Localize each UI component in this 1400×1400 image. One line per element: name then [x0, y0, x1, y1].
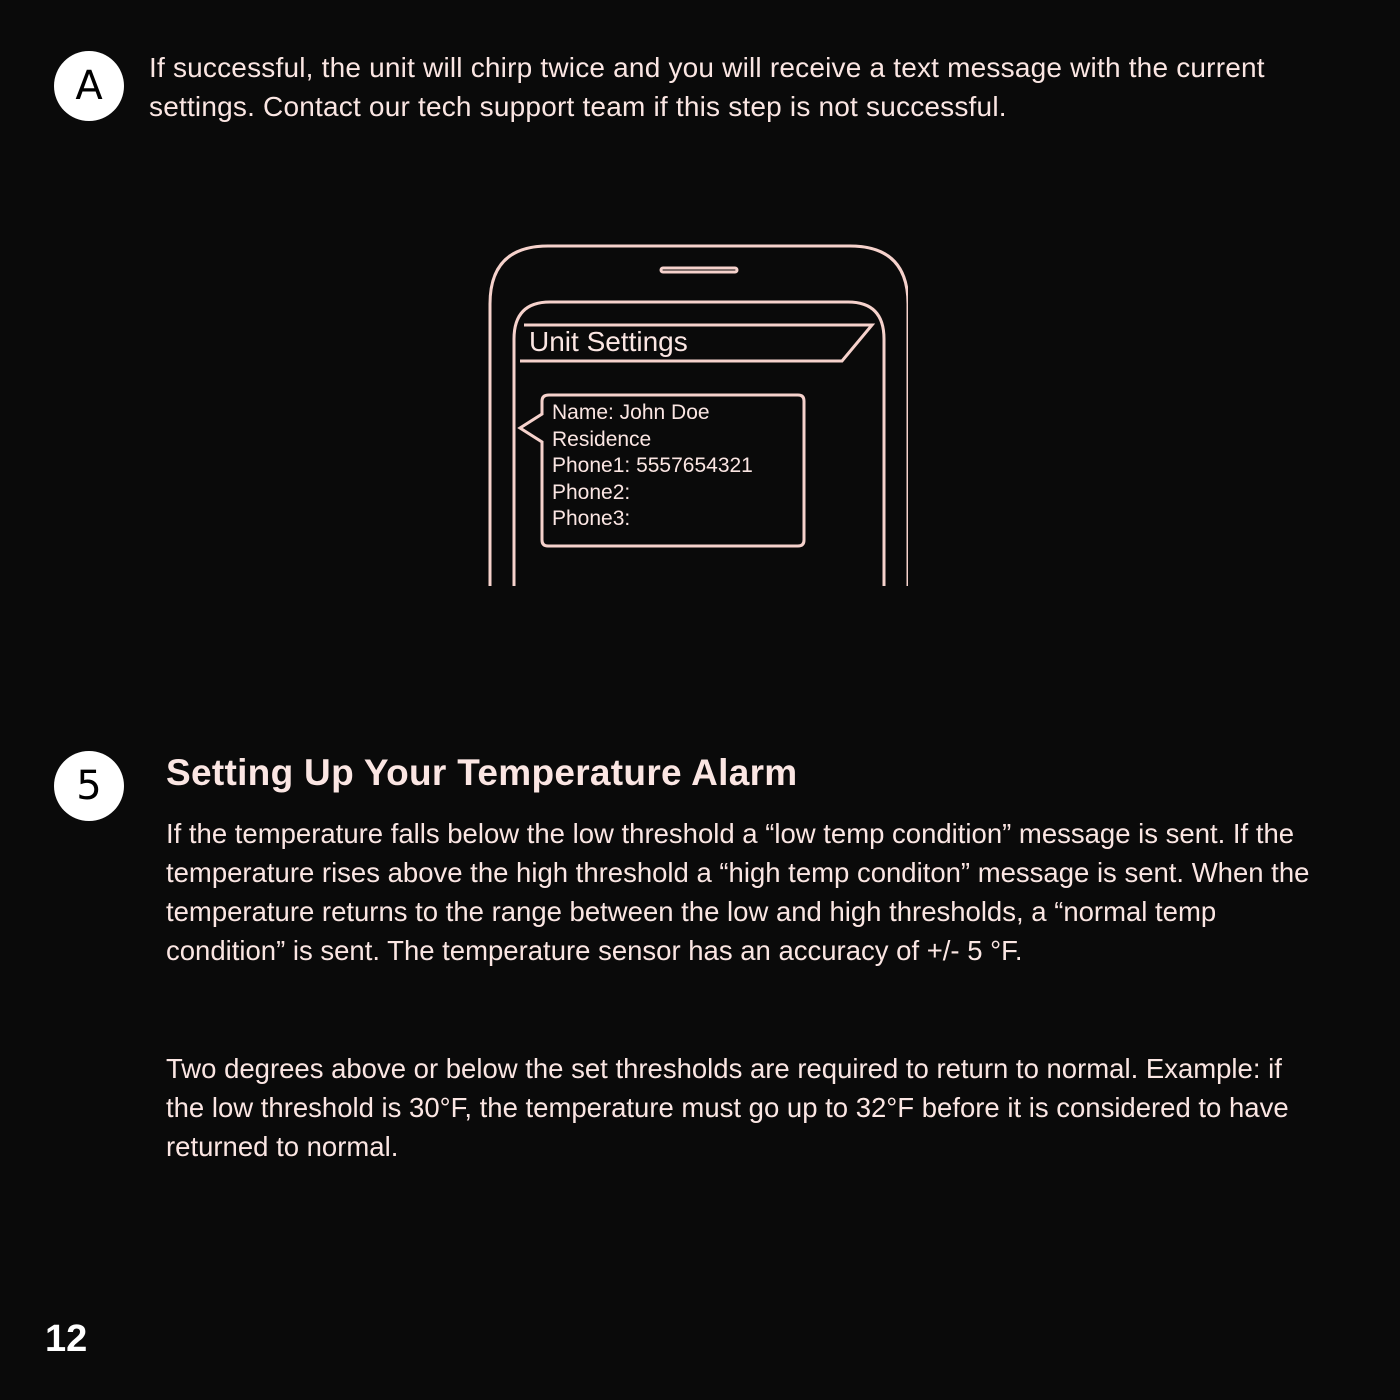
message-line-phone2: Phone2:	[552, 480, 631, 504]
screen-title: Unit Settings	[529, 326, 688, 357]
step-5-badge	[54, 751, 124, 821]
step-a-badge-label: A	[75, 63, 103, 109]
message-line-phone1: Phone1: 5557654321	[552, 454, 753, 477]
message-line-residence: Residence	[552, 427, 652, 451]
step-5-badge-label: 5	[76, 763, 102, 809]
step-a-badge	[54, 51, 124, 121]
message-line-phone3: Phone3:	[552, 507, 631, 530]
text-message-bubble	[552, 400, 753, 533]
paragraph-1: If the temperature falls below the low threshold a “low temp condition” message is sent. If the temperature rises above the high threshold a “high temp conditon” message is sent. When the temperature returns to the range between the low and high thresholds, a “normal temp condition” is sent. The temperature sensor has an accuracy of +/- 5 °F.	[166, 818, 1310, 966]
page-number: 12	[45, 1318, 88, 1360]
message-line-name: Name: John Doe	[552, 401, 710, 424]
phone-illustration	[488, 244, 908, 589]
section-heading: Setting Up Your Temperature Alarm	[166, 752, 798, 793]
step-a-text: If successful, the unit will chirp twice and you will receive a text message with the current settings. Contact our tech support team if this step is not successful.	[149, 52, 1265, 122]
paragraph-2: Two degrees above or below the set thresholds are required to return to normal. Example: if the low threshold is 30°F, the temperature must go up to 32°F before it is considered to have returned to normal.	[166, 1053, 1289, 1162]
